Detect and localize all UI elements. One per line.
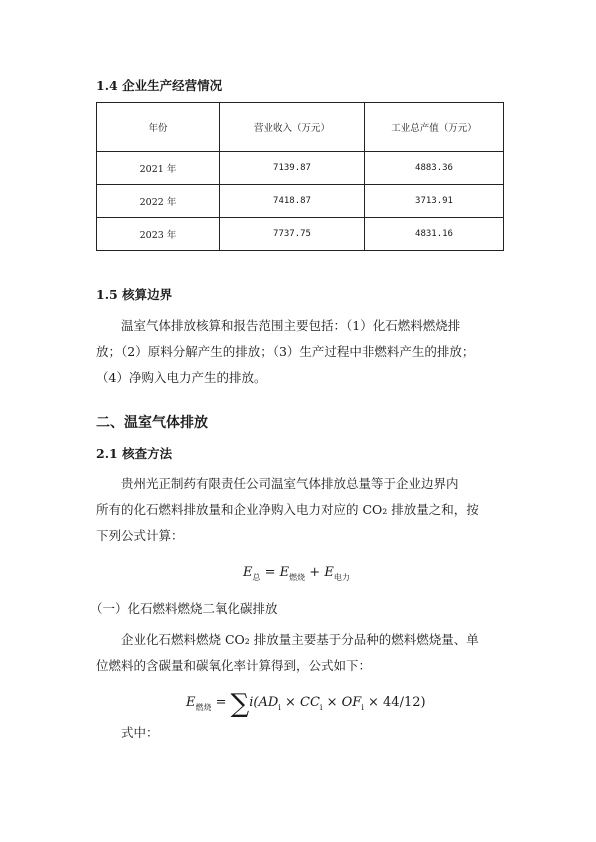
method-paragraph (96, 471, 508, 549)
total-emission-formula (243, 565, 350, 583)
formula-operator: + (305, 565, 325, 580)
section-2-heading: 二、温室气体排放 (96, 415, 208, 431)
section-1-5-heading: 1.5 核算边界 (96, 287, 173, 302)
formula-term: × OF (322, 695, 362, 710)
section-2-1-heading: 2.1 核查方法 (96, 446, 173, 461)
boundary-paragraph (96, 313, 508, 391)
subsection-1-heading (90, 596, 502, 622)
business-table (96, 102, 504, 251)
formula-operator: = (211, 695, 231, 710)
formula-operator: = (260, 565, 280, 580)
table-cell-year: 2023 年 (97, 218, 220, 251)
formula-subscript: 燃烧 (289, 573, 306, 582)
table-cell-year: 2022 年 (97, 185, 220, 218)
formula-subscript: i (319, 703, 323, 712)
where-label (121, 720, 533, 746)
formula-term: × 44/12) (363, 695, 426, 710)
formula-term: i(AD (249, 695, 279, 710)
table-cell-revenue: 7139.87 (220, 152, 365, 185)
paragraph-line: 温室气体排放核算和报告范围主要包括：（1）化石燃料燃烧排 (121, 318, 461, 333)
table-header-revenue: 营业收入（万元） (220, 103, 365, 152)
formula-term: × CC (280, 695, 320, 710)
table-cell-output: 4831.16 (365, 218, 504, 251)
paragraph-line: 下列公式计算： (96, 528, 184, 543)
table-row (97, 152, 504, 185)
paragraph-line: 贵州光正制药有限责任公司温室气体排放总量等于企业边界内 (121, 476, 459, 491)
formula-symbol: E (243, 565, 253, 580)
formula-subscript: i (278, 703, 281, 712)
table-header-row (97, 103, 504, 152)
table-cell-revenue: 7418.87 (220, 185, 365, 218)
paragraph-line: 放；（2）原料分解产生的排放；（3）生产过程中非燃料产生的排放； (96, 344, 475, 359)
fuel-paragraph (96, 627, 508, 679)
summation-symbol: ∑ (230, 689, 250, 719)
table-row (97, 218, 504, 251)
fuel-emission-formula (186, 689, 426, 719)
table-header-output: 工业总产值（万元） (365, 103, 504, 152)
formula-subscript: i (361, 703, 364, 712)
formula-subscript: 总 (252, 573, 261, 582)
paragraph-line: 位燃料的含碳量和碳氧化率计算得到，公式如下： (96, 658, 372, 673)
table-cell-revenue: 7737.75 (220, 218, 365, 251)
formula-symbol: E (279, 565, 290, 580)
formula-symbol: E (324, 565, 334, 580)
table-cell-year: 2021 年 (97, 152, 220, 185)
formula-symbol: E (186, 695, 196, 710)
paragraph-line: （4）净购入电力产生的排放。 (96, 370, 267, 385)
table-cell-output: 3713.91 (365, 185, 504, 218)
formula-subscript: 燃烧 (195, 703, 212, 712)
section-1-4-heading: 1.4 企业生产经营情况 (96, 78, 223, 93)
table-header-year: 年份 (97, 103, 220, 152)
paragraph-line: 企业化石燃料燃烧 CO₂ 排放量主要基于分品种的燃料燃烧量、单 (121, 632, 479, 647)
where-text: 式中： (121, 725, 159, 740)
paragraph-line: 所有的化石燃料排放量和企业净购入电力对应的 CO₂ 排放量之和，按 (96, 502, 479, 517)
subsection-title: （一）化石燃料燃烧二氧化碳排放 (90, 601, 278, 616)
formula-subscript: 电力 (333, 573, 350, 582)
table-row (97, 185, 504, 218)
table-cell-output: 4883.36 (365, 152, 504, 185)
